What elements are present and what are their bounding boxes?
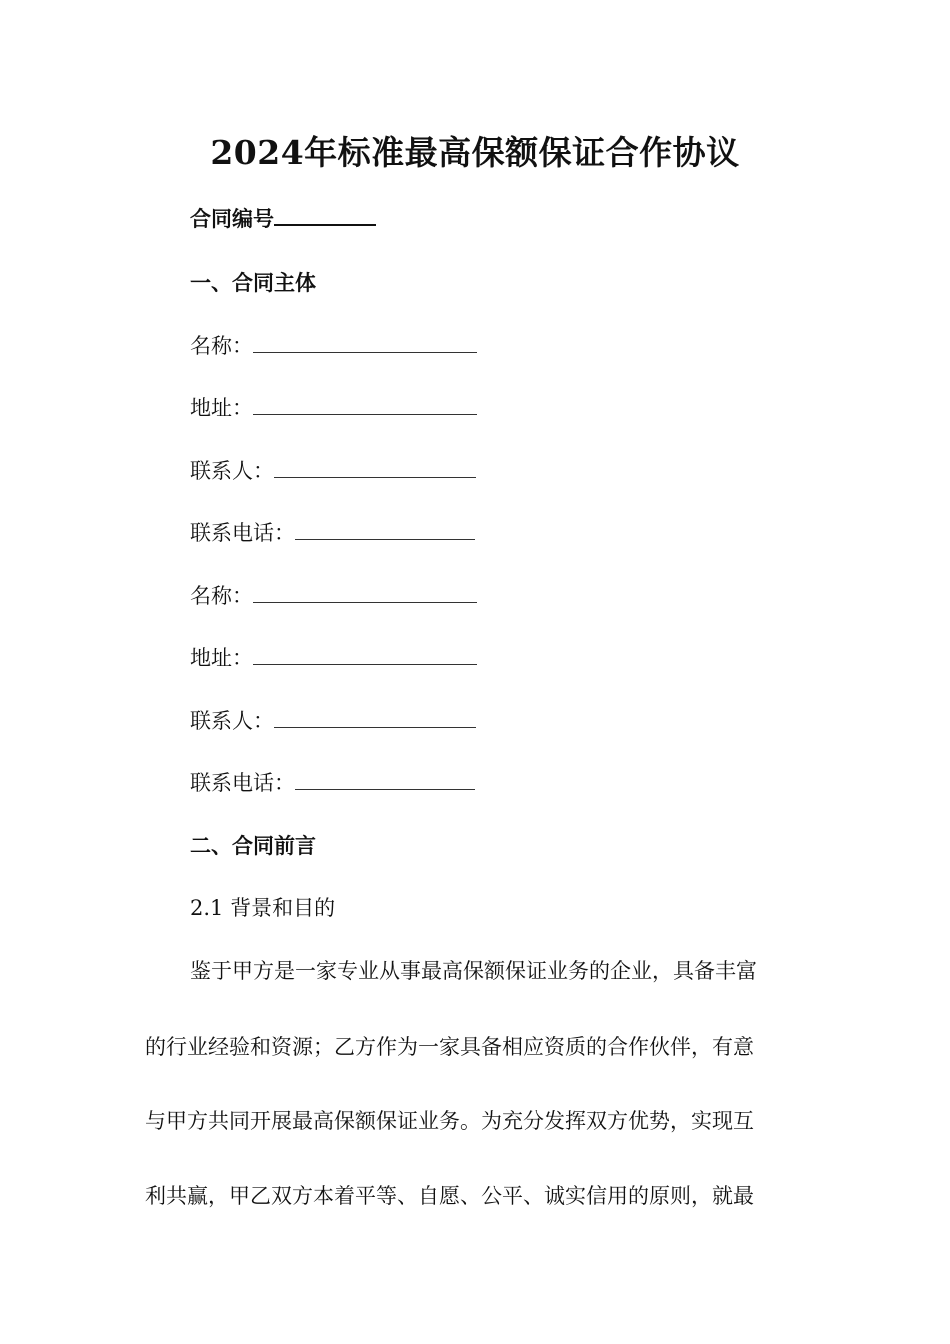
party-b-name-row bbox=[190, 581, 477, 611]
party-b-contact-label: 联系人： bbox=[190, 709, 274, 733]
party-a-contact-label: 联系人： bbox=[190, 459, 274, 483]
contract-number-blank[interactable] bbox=[274, 204, 376, 226]
section2-heading: 二、合同前言 bbox=[190, 833, 316, 858]
party-a-phone-blank[interactable] bbox=[295, 519, 475, 540]
contract-number-label: 合同编号 bbox=[190, 206, 274, 231]
party-b-address-label: 地址： bbox=[190, 646, 253, 670]
party-b-contact-blank[interactable] bbox=[274, 707, 476, 728]
party-b-address-blank[interactable] bbox=[253, 644, 477, 665]
party-a-name-blank[interactable] bbox=[253, 332, 477, 353]
party-a-address-label: 地址： bbox=[190, 396, 253, 420]
subsection-2-1-heading: 2.1 背景和目的 bbox=[190, 896, 336, 920]
party-a-phone-row bbox=[190, 518, 475, 548]
party-b-address-row bbox=[190, 643, 477, 673]
contract-number-row bbox=[190, 204, 376, 234]
section1-heading: 一、合同主体 bbox=[190, 270, 316, 295]
party-a-phone-label: 联系电话： bbox=[190, 521, 295, 545]
party-a-contact-row bbox=[190, 456, 476, 486]
preamble-line-3: 与甲方共同开展最高保额保证业务。为充分发挥双方优势，实现互 bbox=[145, 1109, 754, 1133]
party-a-address-blank[interactable] bbox=[253, 394, 477, 415]
preamble-line-2: 的行业经验和资源；乙方作为一家具备相应资质的合作伙伴，有意 bbox=[145, 1035, 754, 1059]
party-a-name-row bbox=[190, 331, 477, 361]
party-b-name-label: 名称： bbox=[190, 584, 253, 608]
party-b-phone-row bbox=[190, 768, 475, 798]
party-b-phone-blank[interactable] bbox=[295, 769, 475, 790]
party-b-contact-row bbox=[190, 706, 476, 736]
party-a-contact-blank[interactable] bbox=[274, 457, 476, 478]
party-b-phone-label: 联系电话： bbox=[190, 771, 295, 795]
preamble-line-1: 鉴于甲方是一家专业从事最高保额保证业务的企业，具备丰富 bbox=[190, 959, 757, 983]
preamble-line-4: 利共赢，甲乙双方本着平等、自愿、公平、诚实信用的原则，就最 bbox=[145, 1184, 754, 1208]
party-a-name-label: 名称： bbox=[190, 334, 253, 358]
document-title: 2024年标准最高保额保证合作协议 bbox=[210, 133, 740, 172]
party-a-address-row bbox=[190, 393, 477, 423]
party-b-name-blank[interactable] bbox=[253, 582, 477, 603]
